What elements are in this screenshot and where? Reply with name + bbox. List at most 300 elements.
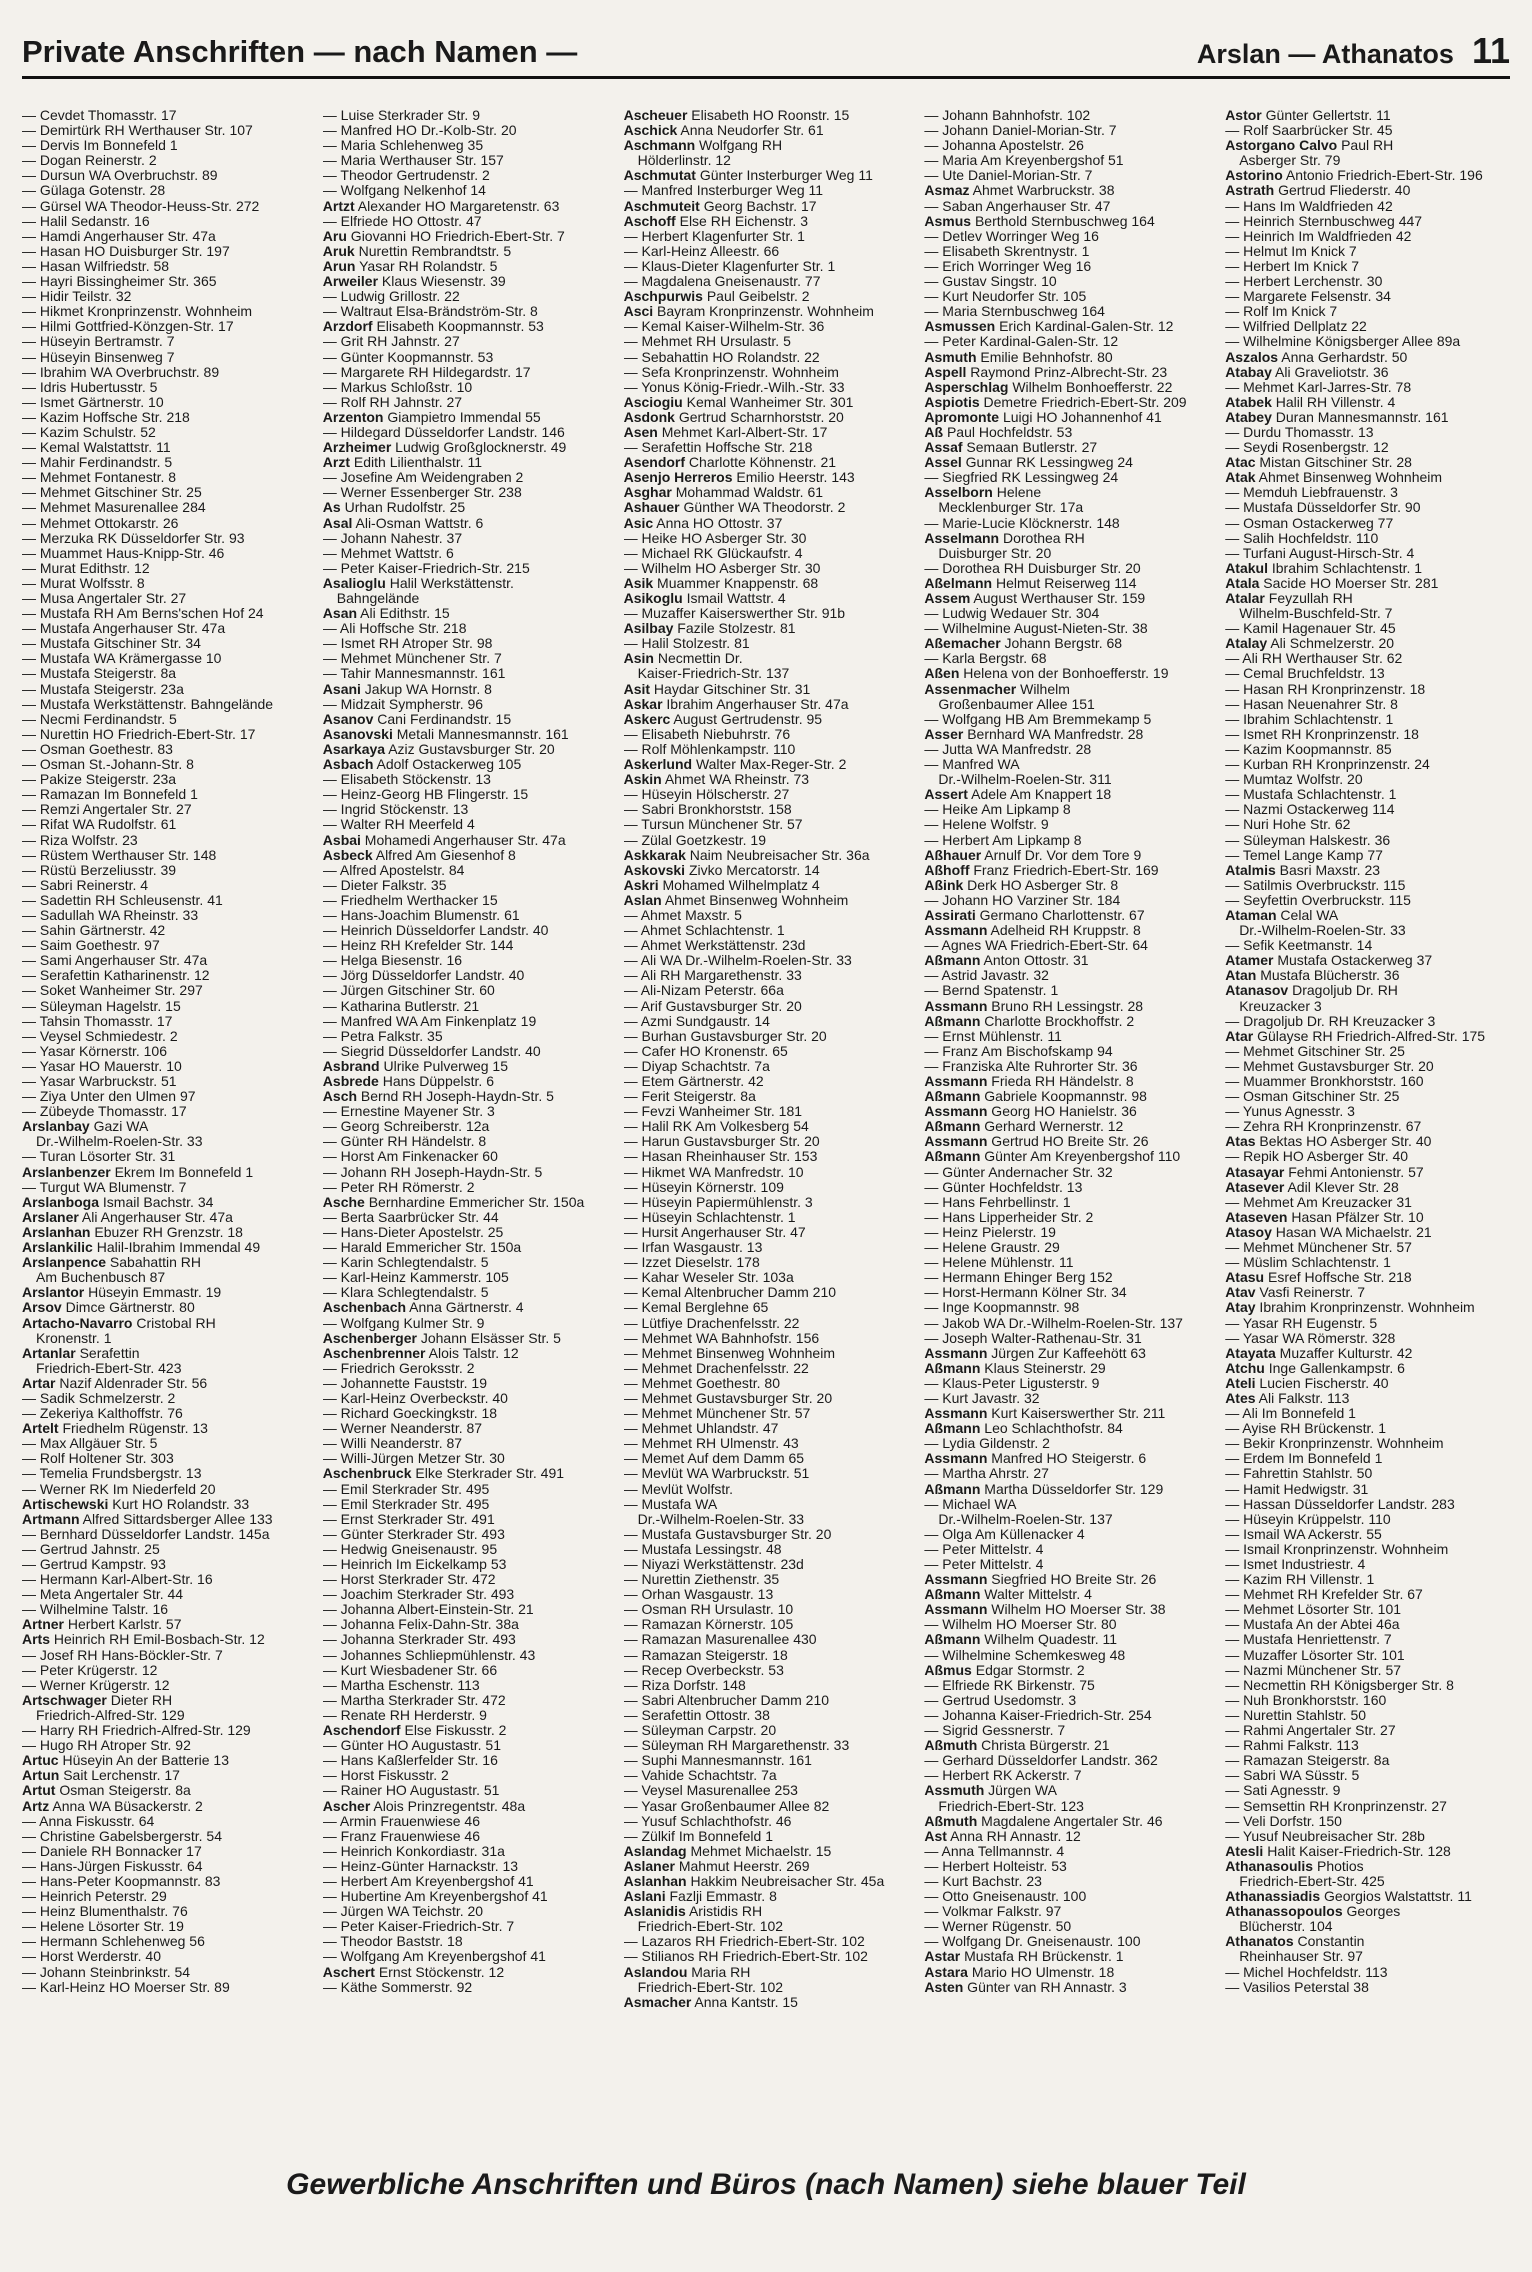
- directory-entry: [924, 561, 1211, 576]
- entry-text: Rheinhauser Str. 97: [1239, 1949, 1363, 1965]
- entry-text: — Mehmet Münchener Str. 57: [623, 1406, 811, 1422]
- directory-entry: [22, 350, 309, 365]
- surname: Aß: [924, 424, 944, 440]
- directory-entry: [1225, 1693, 1512, 1708]
- entry-text: Friedrich-Ebert-Str. 425: [1239, 1873, 1385, 1889]
- directory-entry: [924, 440, 1211, 455]
- entry-text: Inge Gallenkampstr. 6: [1264, 1360, 1405, 1376]
- entry-text: Muzaffer Kulturstr. 42: [1275, 1345, 1413, 1361]
- surname: Asche: [322, 1194, 365, 1210]
- entry-text: — Musa Angertaler Str. 27: [22, 591, 187, 606]
- directory-entry: [924, 259, 1211, 274]
- directory-entry: [1225, 576, 1512, 591]
- surname: Atar: [1225, 1028, 1254, 1044]
- entry-text: Else RH Eichenstr. 3: [675, 213, 808, 229]
- entry-text: — Georg Schreiberstr. 12a: [322, 1119, 490, 1135]
- entry-text: — Gertrud Jahnstr. 25: [22, 1541, 160, 1557]
- directory-entry: [924, 1436, 1211, 1451]
- entry-text: — Ahmet Maxstr. 5: [623, 907, 742, 923]
- directory-entry: [323, 1119, 610, 1134]
- entry-text: Adele Am Knappert 18: [967, 787, 1112, 803]
- entry-text: — Hans-Peter Koopmannstr. 83: [22, 1873, 221, 1889]
- directory-entry: [924, 1195, 1211, 1210]
- directory-entry: [1225, 1617, 1512, 1632]
- entry-text: — Sebahattin HO Rolandstr. 22: [623, 349, 820, 365]
- directory-entry: [624, 350, 911, 365]
- directory-entry: [22, 591, 309, 606]
- directory-entry: [924, 1889, 1211, 1904]
- entry-text: Zivko Mercatorstr. 14: [685, 862, 820, 878]
- entry-text: Muammer Knappenstr. 68: [653, 575, 819, 591]
- directory-entry: [624, 199, 911, 214]
- directory-entry: [1225, 591, 1512, 606]
- directory-entry: [22, 757, 309, 772]
- entry-text: — Sefa Kronprinzenstr. Wohnheim: [623, 364, 839, 380]
- entry-text: Johann Elsässer Str. 5: [416, 1330, 561, 1346]
- surname: Artner: [22, 1617, 65, 1633]
- entry-text: — Hans Fehrbellinstr. 1: [924, 1194, 1071, 1210]
- entry-text: — Günter Sterkrader Str. 493: [322, 1526, 505, 1542]
- directory-entry: [22, 1436, 309, 1451]
- directory-entry: [1225, 319, 1512, 334]
- directory-entry: [323, 1693, 610, 1708]
- directory-entry: [1225, 1270, 1512, 1285]
- directory-entry: [624, 395, 911, 410]
- directory-entry: [924, 1844, 1211, 1859]
- entry-text: Frieda RH Händelstr. 8: [987, 1074, 1134, 1089]
- entry-text: Ismail Bachstr. 34: [99, 1194, 214, 1210]
- directory-entry: [924, 1934, 1211, 1949]
- surname: Asmacher: [623, 1994, 692, 2010]
- entry-text: Hasan Pfälzer Str. 10: [1287, 1209, 1424, 1225]
- surname: Asci: [623, 304, 654, 320]
- directory-entry: [924, 455, 1211, 470]
- entry-text: Edith Lilienthalstr. 11: [350, 455, 483, 471]
- entry-text: — Mehmet Binsenweg Wohnheim: [623, 1345, 835, 1361]
- directory-entry: [624, 1361, 911, 1376]
- surname: Asit: [623, 681, 651, 697]
- directory-entry: [323, 319, 610, 334]
- entry-text: — Mehmet Fontanestr. 8: [22, 470, 177, 486]
- directory-entry: [323, 1180, 610, 1195]
- entry-text: — Johanna Kaiser-Friedrich-Str. 254: [924, 1707, 1152, 1723]
- entry-text: — Hasan HO Duisburger Str. 197: [22, 243, 230, 259]
- surname: Aßmann: [924, 953, 981, 969]
- directory-entry: [323, 1768, 610, 1783]
- directory-entry: [22, 1165, 309, 1180]
- directory-entry: [1225, 848, 1512, 863]
- surname: Ascher: [322, 1798, 371, 1814]
- entry-text: Erich Kardinal-Galen-Str. 12: [995, 319, 1174, 335]
- entry-text: — Veli Dorfstr. 150: [1225, 1813, 1342, 1829]
- directory-entry: [22, 893, 309, 908]
- surname: Ataseven: [1225, 1209, 1288, 1225]
- surname: Asdonk: [623, 409, 675, 425]
- surname: Assmann: [924, 1104, 988, 1120]
- directory-entry: [624, 1482, 911, 1497]
- entry-text: — Peter Kaiser-Friedrich-Str. 7: [322, 1919, 515, 1935]
- entry-text: — Bernd Spatenstr. 1: [924, 983, 1059, 999]
- surname: Aschpurwis: [623, 289, 703, 305]
- directory-entry: [323, 591, 610, 606]
- entry-text: — Nazmi Ostackerweg 114: [1225, 802, 1395, 818]
- entry-text: — Bernhard Düsseldorfer Landstr. 145a: [22, 1526, 270, 1542]
- directory-entry: [624, 787, 911, 802]
- directory-entry: [323, 274, 610, 289]
- entry-text: — Jakob WA Dr.-Wilhelm-Roelen-Str. 137: [924, 1315, 1183, 1331]
- directory-entry: [624, 440, 911, 455]
- entry-text: — Mustafa Steigerstr. 8a: [22, 666, 177, 682]
- entry-text: — Herbert Holteistr. 53: [924, 1858, 1067, 1874]
- surname: Atasoy: [1225, 1224, 1272, 1240]
- entry-text: — Rolf RH Jahnstr. 27: [322, 394, 463, 410]
- directory-entry: [22, 1089, 309, 1104]
- entry-text: — Siegrid Düsseldorfer Landstr. 40: [322, 1043, 541, 1059]
- entry-text: Paul Hochfeldstr. 53: [943, 424, 1073, 440]
- surname: Aßmuth: [924, 1813, 978, 1829]
- entry-text: Anna WA Büsackerstr. 2: [49, 1798, 203, 1814]
- entry-text: — Heinrich Peterstr. 29: [22, 1889, 167, 1905]
- entry-text: Alfred Am Giesenhof 8: [372, 847, 516, 863]
- entry-text: Wilhelm Bonhoefferstr. 22: [1008, 379, 1173, 395]
- entry-text: — Ferit Steigerstr. 8a: [623, 1089, 756, 1105]
- entry-text: — Martha Ahrstr. 27: [924, 1466, 1049, 1482]
- entry-text: — Herbert Am Kreyenbergshof 41: [322, 1873, 534, 1889]
- entry-text: — Ali Hoffsche Str. 218: [322, 621, 467, 637]
- directory-entry: [624, 1919, 911, 1934]
- surname: Atanasov: [1225, 983, 1289, 999]
- entry-text: Klaus Steinerstr. 29: [980, 1360, 1106, 1376]
- entry-text: Bernd RH Joseph-Haydn-Str. 5: [357, 1089, 554, 1105]
- entry-text: — Günter Andernacher Str. 32: [924, 1164, 1113, 1180]
- entry-text: Wilhelm HO Moerser Str. 38: [987, 1602, 1166, 1618]
- directory-entry: [1225, 893, 1512, 908]
- entry-text: — Erdem Im Bonnefeld 1: [1225, 1451, 1383, 1467]
- entry-text: Sacide HO Moerser Str. 281: [1259, 575, 1439, 591]
- entry-text: — Heinz-Günter Harnackstr. 13: [322, 1858, 519, 1874]
- entry-text: — Heinrich Im Waldfrieden 42: [1225, 228, 1412, 244]
- entry-text: — Heinz RH Krefelder Str. 144: [322, 938, 514, 954]
- directory-entry: [22, 1512, 309, 1527]
- directory-entry: [1225, 953, 1512, 968]
- entry-text: — Günter Hochfeldstr. 13: [924, 1179, 1083, 1195]
- entry-text: Mecklenburger Str. 17a: [938, 500, 1084, 516]
- entry-text: — Ramazan Im Bonnefeld 1: [22, 787, 198, 803]
- directory-entry: [1225, 470, 1512, 485]
- entry-text: — Ali-Nizam Peterstr. 66a: [623, 983, 784, 999]
- directory-entry: [1225, 1225, 1512, 1240]
- entry-text: — Johanna Sterkrader Str. 493: [322, 1632, 516, 1648]
- entry-text: — Horst Fiskusstr. 2: [322, 1768, 449, 1784]
- entry-text: — Ingrid Stöckenstr. 13: [322, 802, 469, 818]
- surname: Assirati: [924, 907, 976, 923]
- directory-entry: [1225, 1527, 1512, 1542]
- entry-text: — Ziya Unter den Ulmen 97: [22, 1089, 196, 1105]
- entry-text: — Veysel Masurenallee 253: [623, 1783, 798, 1799]
- entry-text: Wolfgang RH: [695, 138, 783, 154]
- directory-entry: [1225, 1783, 1512, 1798]
- entry-text: — Midzait Sympherstr. 96: [322, 696, 484, 712]
- entry-text: Siegfried HO Breite Str. 26: [987, 1572, 1157, 1588]
- entry-text: — Dragoljub Dr. RH Kreuzacker 3: [1225, 1013, 1436, 1029]
- entry-text: — Ali WA Dr.-Wilhelm-Roelen-Str. 33: [623, 953, 852, 969]
- surname: Askkarak: [623, 847, 686, 863]
- directory-entry: [624, 1104, 911, 1119]
- directory-entry: [624, 1512, 911, 1527]
- entry-text: Georges: [1342, 1904, 1401, 1920]
- directory-entry: [1225, 1300, 1512, 1315]
- directory-entry: [323, 576, 610, 591]
- entry-text: — Hüseyin Schlachtenstr. 1: [623, 1209, 796, 1225]
- directory-entry: [22, 1632, 309, 1647]
- entry-text: — Friedrich Geroksstr. 2: [322, 1360, 475, 1376]
- directory-entry: [624, 1648, 911, 1663]
- directory-entry: [624, 727, 911, 742]
- directory-entry: [924, 183, 1211, 198]
- entry-text: Ibrahim Kronprinzenstr. Wohnheim: [1255, 1300, 1475, 1316]
- entry-text: — Azmi Sundgaustr. 14: [623, 1013, 770, 1029]
- entry-text: — Werner Krügerstr. 12: [22, 1677, 170, 1693]
- directory-entry: [323, 817, 610, 832]
- entry-text: — Veysel Schmiedestr. 2: [22, 1028, 178, 1044]
- entry-text: Ludwig Großglocknerstr. 49: [391, 440, 567, 456]
- directory-entry: [924, 1587, 1211, 1602]
- entry-text: Osman Steigerstr. 8a: [55, 1783, 191, 1799]
- entry-text: — Hidir Teilstr. 32: [22, 289, 132, 305]
- directory-entry: [624, 1014, 911, 1029]
- directory-entry: [323, 1029, 610, 1044]
- entry-text: Helmut Reiserweg 114: [992, 575, 1137, 591]
- entry-text: — Peter Mittelstr. 4: [924, 1557, 1044, 1572]
- surname: Astara: [924, 1964, 968, 1980]
- directory-entry: [924, 802, 1211, 817]
- surname: Asselborn: [924, 485, 993, 501]
- directory-entry: [323, 712, 610, 727]
- entry-text: — Wilfried Dellplatz 22: [1225, 319, 1367, 335]
- entry-text: — Werner RK Im Niederfeld 20: [22, 1481, 216, 1497]
- directory-entry: [22, 1753, 309, 1768]
- directory-entry: [924, 1346, 1211, 1361]
- entry-text: — Remzi Angertaler Str. 27: [22, 802, 192, 818]
- directory-entry: [22, 878, 309, 893]
- surname: Astorgano Calvo: [1225, 138, 1338, 154]
- directory-entry: [1225, 1089, 1512, 1104]
- directory-entry: [22, 697, 309, 712]
- entry-text: Dr.-Wilhelm-Roelen-Str. 137: [938, 1511, 1113, 1527]
- entry-text: — Demirtürk RH Werthauser Str. 107: [22, 123, 253, 139]
- surname: Ast: [924, 1828, 947, 1844]
- entry-text: Yasar RH Rolandstr. 5: [355, 258, 498, 274]
- entry-text: — Jürgen Gitschiner Str. 60: [322, 983, 495, 999]
- entry-text: — Nurettin HO Friedrich-Ebert-Str. 17: [22, 726, 256, 742]
- entry-text: — Kazim Koopmannstr. 85: [1225, 741, 1392, 757]
- entry-text: — Friedhelm Werthacker 15: [322, 892, 498, 908]
- entry-text: — Mehmet Masurenallee 284: [22, 500, 206, 516]
- directory-entry: [924, 138, 1211, 153]
- directory-entry: [924, 817, 1211, 832]
- entry-text: — Kurt Neudorfer Str. 105: [924, 289, 1087, 305]
- entry-text: Günter Insterburger Weg 11: [695, 168, 873, 184]
- directory-entry: [924, 1527, 1211, 1542]
- directory-entry: [624, 1663, 911, 1678]
- entry-text: — Inge Koopmannstr. 98: [924, 1300, 1080, 1316]
- directory-entry: [323, 1225, 610, 1240]
- directory-entry: [624, 1255, 911, 1270]
- surname: Asin: [623, 651, 654, 667]
- entry-text: — Osman St.-Johann-Str. 8: [22, 757, 194, 773]
- directory-entry: [323, 1391, 610, 1406]
- directory-entry: [924, 1738, 1211, 1753]
- surname: Asenjo Herreros: [623, 470, 733, 486]
- entry-text: — Rifat WA Rudolfstr. 61: [22, 817, 177, 833]
- directory-entry: [1225, 1255, 1512, 1270]
- entry-text: — Harald Emmericher Str. 150a: [322, 1240, 522, 1256]
- directory-entry: [624, 1421, 911, 1436]
- page-number: 11: [1471, 30, 1510, 71]
- surname: Aßhoff: [924, 862, 970, 878]
- directory-entry: [1225, 138, 1512, 153]
- directory-entry: [624, 410, 911, 425]
- entry-text: — Wilhelm HO Moerser Str. 80: [924, 1617, 1117, 1633]
- directory-entry: [323, 1089, 610, 1104]
- surname: Aschoff: [623, 213, 676, 229]
- entry-text: — Mehmet Münchener Str. 7: [322, 651, 502, 667]
- entry-text: — Ahmet Schlachtenstr. 1: [623, 923, 785, 939]
- entry-text: Leo Schlachthofstr. 84: [980, 1421, 1123, 1437]
- entry-text: — Arif Gustavsburger Str. 20: [623, 998, 802, 1014]
- directory-entry: [1225, 1346, 1512, 1361]
- entry-text: Günter Am Kreyenbergshof 110: [980, 1149, 1181, 1165]
- directory-entry: [323, 697, 610, 712]
- surname: Asbai: [322, 832, 361, 848]
- directory-entry: [22, 1119, 309, 1134]
- surname: Arslanbenzer: [22, 1164, 111, 1180]
- entry-text: — Osman Ostackerweg 77: [1225, 515, 1394, 531]
- entry-text: — Ernestine Mayener Str. 3: [322, 1104, 495, 1120]
- entry-text: — Burhan Gustavsburger Str. 20: [623, 1028, 827, 1044]
- directory-entry: [624, 893, 911, 908]
- section-title: Private Anschriften — nach Namen —: [22, 34, 578, 69]
- surname: Aßmann: [924, 1089, 981, 1105]
- entry-text: Günther WA Theodorstr. 2: [679, 500, 846, 516]
- entry-text: — Werner Essenberger Str. 238: [322, 485, 522, 501]
- entry-text: Hasan WA Michaelstr. 21: [1271, 1224, 1432, 1240]
- entry-text: — Saim Goethestr. 97: [22, 938, 160, 954]
- directory-entry: [1225, 1768, 1512, 1783]
- entry-text: — Ramazan Masurenallee 430: [623, 1632, 817, 1648]
- entry-text: — Renate RH Herderstr. 9: [322, 1707, 487, 1723]
- entry-text: Großenbaumer Allee 151: [938, 696, 1095, 712]
- entry-text: Adil Klever Str. 28: [1284, 1179, 1399, 1195]
- directory-entry: [624, 1497, 911, 1512]
- entry-text: Arnulf Dr. Vor dem Tore 9: [981, 847, 1142, 863]
- directory-entry: [624, 923, 911, 938]
- entry-text: Helene: [992, 485, 1042, 501]
- directory-entry: [924, 1225, 1211, 1240]
- entry-text: — Wilhelm HO Asberger Str. 30: [623, 560, 821, 576]
- surname: Artut: [22, 1783, 56, 1799]
- entry-text: — Günter RH Händelstr. 8: [322, 1134, 487, 1150]
- directory-entry: [624, 878, 911, 893]
- directory-entry: [624, 229, 911, 244]
- directory-entry: [624, 983, 911, 998]
- entry-text: — Irfan Wasgaustr. 13: [623, 1240, 763, 1256]
- directory-entry: [323, 621, 610, 636]
- surname: Arslanboga: [22, 1194, 100, 1210]
- directory-entry: [624, 1149, 911, 1164]
- directory-entry: [924, 893, 1211, 908]
- entry-text: Ibrahim Angerhauser Str. 47a: [662, 696, 849, 712]
- directory-entry: [323, 410, 610, 425]
- directory-entry: [1225, 636, 1512, 651]
- directory-entry: [323, 787, 610, 802]
- surname: Atasayar: [1225, 1164, 1285, 1180]
- directory-entry: [323, 455, 610, 470]
- directory-entry: [323, 1376, 610, 1391]
- directory-entry: [924, 1949, 1211, 1964]
- directory-entry: [924, 757, 1211, 772]
- surname: Asch: [322, 1089, 358, 1105]
- directory-entry: [22, 1376, 309, 1391]
- directory-entry: [1225, 1844, 1512, 1859]
- surname: Ates: [1225, 1390, 1256, 1406]
- directory-entry: [924, 1648, 1211, 1663]
- entry-text: — Gustav Singstr. 10: [924, 274, 1057, 290]
- entry-text: Günter van RH Annastr. 3: [963, 1979, 1127, 1995]
- entry-text: — Manfred WA Am Finkenplatz 19: [322, 1013, 537, 1029]
- entry-text: Anna Neudorfer Str. 61: [677, 123, 824, 139]
- directory-entry: [924, 1708, 1211, 1723]
- entry-text: — Murat Wolfsstr. 8: [22, 575, 145, 591]
- entry-text: — Sabri WA Süsstr. 5: [1225, 1768, 1360, 1784]
- surname: Asic: [623, 515, 654, 531]
- directory-entry: [1225, 1799, 1512, 1814]
- directory-entry: [624, 1814, 911, 1829]
- entry-text: — Kemal Berglehne 65: [623, 1300, 769, 1316]
- entry-text: — Markus Schloßstr. 10: [322, 379, 473, 395]
- surname: Artun: [22, 1768, 60, 1784]
- surname: Arweiler: [322, 274, 379, 290]
- entry-text: — Seyfettin Overbruckstr. 115: [1225, 892, 1411, 908]
- directory-entry: [924, 1663, 1211, 1678]
- page-header: [22, 30, 1510, 79]
- directory-entry: [624, 1074, 911, 1089]
- directory-entry: [924, 968, 1211, 983]
- surname: Astorino: [1225, 168, 1283, 184]
- surname: Asani: [322, 681, 361, 697]
- directory-entry: [22, 1723, 309, 1738]
- entry-text: Walter Max-Reger-Str. 2: [692, 757, 847, 773]
- entry-text: — Jörg Düsseldorfer Landstr. 40: [322, 968, 525, 984]
- entry-text: — Helene Mühlenstr. 11: [924, 1255, 1074, 1271]
- directory-entry: [1225, 1542, 1512, 1557]
- directory-entry: [924, 1859, 1211, 1874]
- entry-text: — Tahsin Thomasstr. 17: [22, 1013, 173, 1029]
- directory-entry: [924, 983, 1211, 998]
- surname: Aslaner: [623, 1858, 675, 1874]
- entry-text: — Johanna Albert-Einstein-Str. 21: [322, 1602, 534, 1618]
- directory-entry: [924, 410, 1211, 425]
- entry-text: Celal WA: [1276, 907, 1339, 923]
- directory-entry: [22, 259, 309, 274]
- entry-text: — Rahmi Falkstr. 113: [1225, 1738, 1359, 1754]
- entry-text: Manfred HO Steigerstr. 6: [987, 1451, 1147, 1467]
- directory-entry: [1225, 1738, 1512, 1753]
- entry-text: Ali Angerhauser Str. 47a: [78, 1209, 233, 1225]
- surname: Asselmann: [924, 530, 1000, 546]
- entry-text: — Diyap Schachtstr. 7a: [623, 1058, 770, 1074]
- directory-entry: [1225, 229, 1512, 244]
